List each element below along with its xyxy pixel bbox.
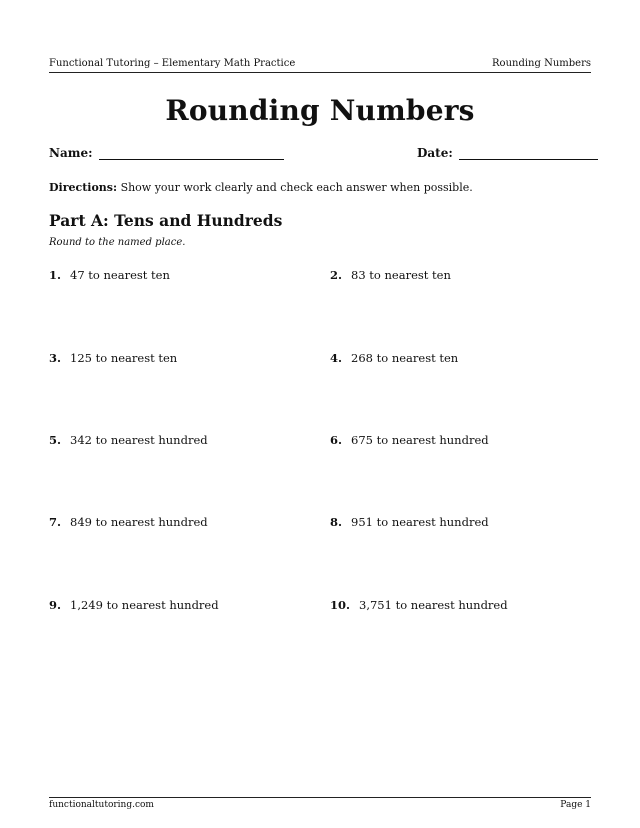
directions <box>49 181 473 194</box>
page-footer <box>49 797 591 810</box>
problem-text: 675 to nearest hundred <box>351 433 489 447</box>
name-label: Name: <box>49 146 93 160</box>
footer-website: functionaltutoring.com <box>49 800 154 810</box>
part-a-title: Part A: Tens and Hundreds <box>49 211 283 230</box>
problem-1 <box>49 268 170 282</box>
problem-text: 342 to nearest hundred <box>70 433 208 447</box>
directions-label: Directions: <box>49 181 118 194</box>
problem-text: 1,249 to nearest hundred <box>70 598 219 612</box>
problem-5 <box>49 433 208 447</box>
problem-text: 849 to nearest hundred <box>70 515 208 529</box>
header-left-text: Functional Tutoring – Elementary Math Practice <box>49 58 296 69</box>
problem-3 <box>49 351 177 365</box>
name-field[interactable] <box>49 146 284 160</box>
header-right-text: Rounding Numbers <box>492 58 591 69</box>
name-line[interactable] <box>99 147 284 160</box>
problem-number: 7. <box>49 515 62 529</box>
problem-9 <box>49 598 219 612</box>
problem-number: 3. <box>49 351 62 365</box>
problem-8 <box>330 515 489 529</box>
problem-number: 1. <box>49 268 62 282</box>
problem-number: 9. <box>49 598 62 612</box>
problem-6 <box>330 433 489 447</box>
problem-4 <box>330 351 458 365</box>
problem-text: 83 to nearest ten <box>351 268 451 282</box>
problem-text: 268 to nearest ten <box>351 351 459 365</box>
problem-10 <box>330 598 508 612</box>
problem-2 <box>330 268 451 282</box>
problem-number: 2. <box>330 268 343 282</box>
page-header <box>49 58 591 73</box>
problem-text: 3,751 to nearest hundred <box>359 598 508 612</box>
part-a-subtitle: Round to the named place. <box>49 237 186 248</box>
problem-text: 951 to nearest hundred <box>351 515 489 529</box>
problem-number: 6. <box>330 433 343 447</box>
problem-number: 10. <box>330 598 351 612</box>
problem-number: 5. <box>49 433 62 447</box>
page-title: Rounding Numbers <box>165 94 475 127</box>
footer-page-number: Page 1 <box>560 800 591 810</box>
date-field[interactable] <box>417 146 598 160</box>
problem-text: 125 to nearest ten <box>70 351 178 365</box>
problem-7 <box>49 515 208 529</box>
problem-text: 47 to nearest ten <box>70 268 170 282</box>
date-label: Date: <box>417 146 453 160</box>
problem-number: 8. <box>330 515 343 529</box>
problem-number: 4. <box>330 351 343 365</box>
date-line[interactable] <box>459 147 598 160</box>
directions-text: Show your work clearly and check each answer when possible. <box>120 181 473 194</box>
